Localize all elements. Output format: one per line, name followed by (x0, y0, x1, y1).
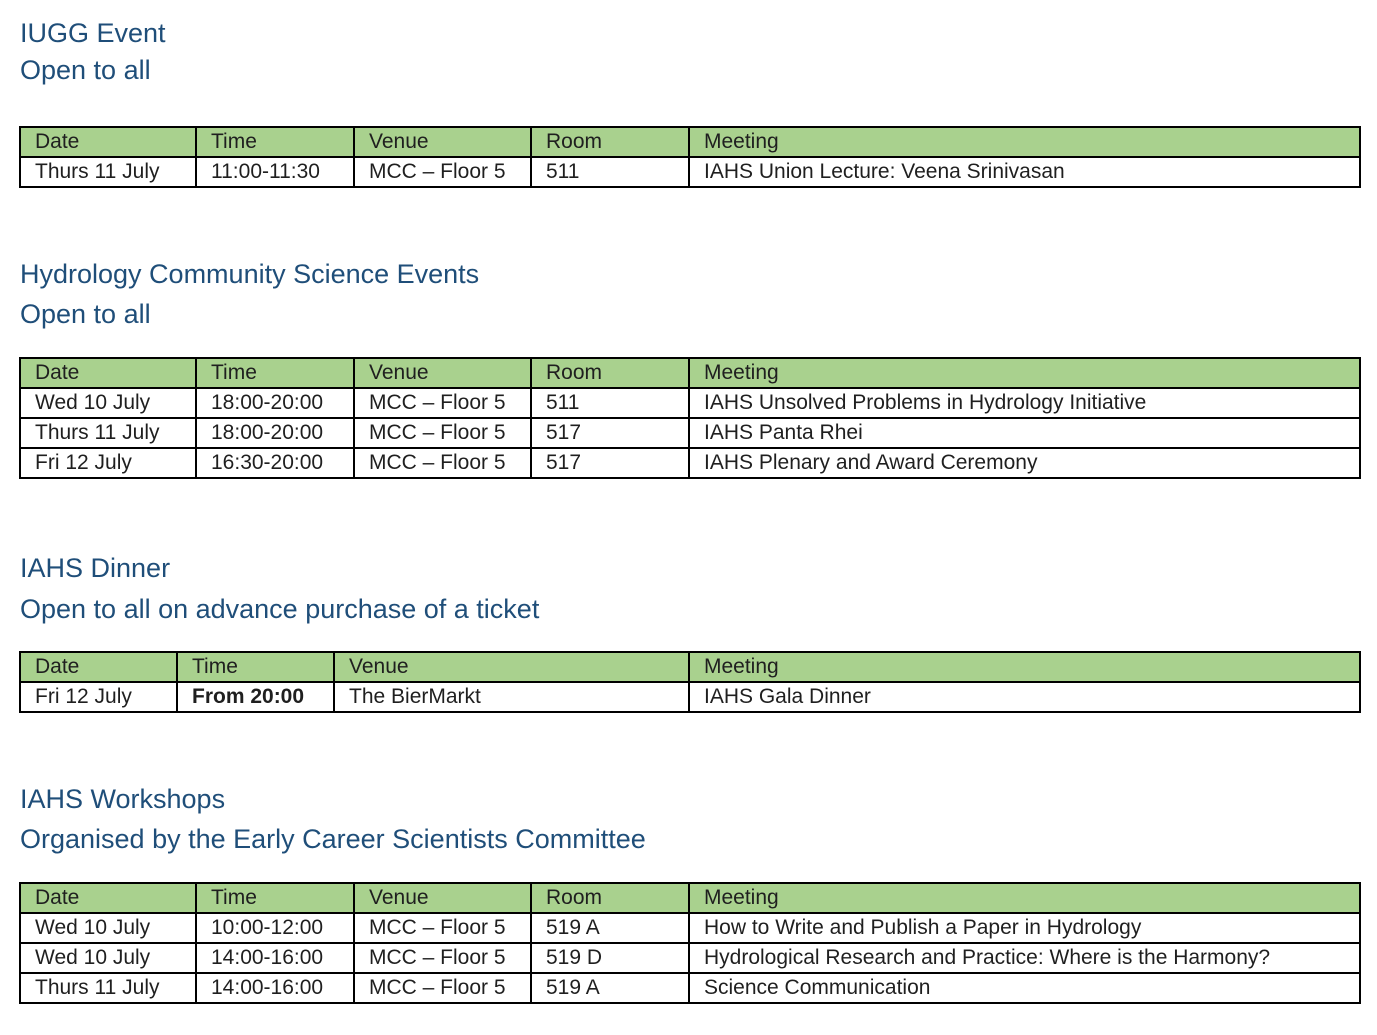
schedule-table (19, 882, 1361, 1004)
table-row (20, 973, 1360, 1003)
venue-cell: MCC – Floor 5 (354, 418, 531, 448)
room-cell: 511 (531, 157, 689, 187)
room-cell: 519 A (531, 913, 689, 943)
meeting-cell: How to Write and Publish a Paper in Hydrology (689, 913, 1360, 943)
room-cell: 519 A (531, 973, 689, 1003)
venue-cell: The BierMarkt (334, 682, 689, 712)
venue-cell: MCC – Floor 5 (354, 448, 531, 478)
column-header-date: Date (20, 652, 177, 682)
section-title: IAHS Workshops (20, 784, 226, 814)
column-header-time: Time (196, 358, 354, 388)
column-header-room: Room (531, 358, 689, 388)
table-row (20, 448, 1360, 478)
schedule-table (19, 651, 1361, 713)
time-cell: 14:00-16:00 (196, 943, 354, 973)
room-cell: 519 D (531, 943, 689, 973)
column-header-meeting: Meeting (689, 652, 1360, 682)
column-header-time: Time (196, 883, 354, 913)
meeting-cell: IAHS Union Lecture: Veena Srinivasan (689, 157, 1360, 187)
time-cell: From 20:00 (177, 682, 334, 712)
section-subtitle: Open to all (20, 55, 151, 85)
venue-cell: MCC – Floor 5 (354, 388, 531, 418)
column-header-date: Date (20, 358, 196, 388)
table-header-row (20, 883, 1360, 913)
date-cell: Wed 10 July (20, 913, 196, 943)
column-header-meeting: Meeting (689, 127, 1360, 157)
column-header-date: Date (20, 127, 196, 157)
date-cell: Fri 12 July (20, 682, 177, 712)
time-cell: 11:00-11:30 (196, 157, 354, 187)
meeting-cell: Science Communication (689, 973, 1360, 1003)
time-cell: 18:00-20:00 (196, 418, 354, 448)
section-subtitle: Open to all on advance purchase of a ticket (20, 594, 540, 624)
time-cell: 16:30-20:00 (196, 448, 354, 478)
schedule-table (19, 357, 1361, 479)
room-cell: 517 (531, 448, 689, 478)
column-header-room: Room (531, 883, 689, 913)
column-header-venue: Venue (334, 652, 689, 682)
meeting-cell: IAHS Unsolved Problems in Hydrology Initiative (689, 388, 1360, 418)
table-row (20, 682, 1360, 712)
column-header-meeting: Meeting (689, 883, 1360, 913)
table-header-row (20, 358, 1360, 388)
venue-cell: MCC – Floor 5 (354, 913, 531, 943)
meeting-cell: IAHS Panta Rhei (689, 418, 1360, 448)
time-cell: 14:00-16:00 (196, 973, 354, 1003)
date-cell: Thurs 11 July (20, 418, 196, 448)
table-row (20, 388, 1360, 418)
section-title: IUGG Event (20, 18, 166, 48)
section-subtitle: Open to all (20, 299, 151, 329)
table-row (20, 943, 1360, 973)
room-cell: 517 (531, 418, 689, 448)
column-header-venue: Venue (354, 883, 531, 913)
date-cell: Wed 10 July (20, 943, 196, 973)
section-title: IAHS Dinner (20, 553, 171, 583)
room-cell: 511 (531, 388, 689, 418)
column-header-meeting: Meeting (689, 358, 1360, 388)
column-header-date: Date (20, 883, 196, 913)
column-header-time: Time (196, 127, 354, 157)
time-cell: 10:00-12:00 (196, 913, 354, 943)
date-cell: Wed 10 July (20, 388, 196, 418)
column-header-venue: Venue (354, 358, 531, 388)
meeting-cell: IAHS Gala Dinner (689, 682, 1360, 712)
column-header-room: Room (531, 127, 689, 157)
column-header-time: Time (177, 652, 334, 682)
table-header-row (20, 652, 1360, 682)
date-cell: Fri 12 July (20, 448, 196, 478)
venue-cell: MCC – Floor 5 (354, 973, 531, 1003)
table-row (20, 913, 1360, 943)
table-row (20, 418, 1360, 448)
column-header-venue: Venue (354, 127, 531, 157)
schedule-table (19, 126, 1361, 188)
date-cell: Thurs 11 July (20, 157, 196, 187)
table-row (20, 157, 1360, 187)
table-header-row (20, 127, 1360, 157)
venue-cell: MCC – Floor 5 (354, 157, 531, 187)
section-subtitle: Organised by the Early Career Scientists Committee (20, 824, 646, 854)
meeting-cell: IAHS Plenary and Award Ceremony (689, 448, 1360, 478)
meeting-cell: Hydrological Research and Practice: Where is the Harmony? (689, 943, 1360, 973)
section-title: Hydrology Community Science Events (20, 259, 480, 289)
time-cell: 18:00-20:00 (196, 388, 354, 418)
date-cell: Thurs 11 July (20, 973, 196, 1003)
venue-cell: MCC – Floor 5 (354, 943, 531, 973)
